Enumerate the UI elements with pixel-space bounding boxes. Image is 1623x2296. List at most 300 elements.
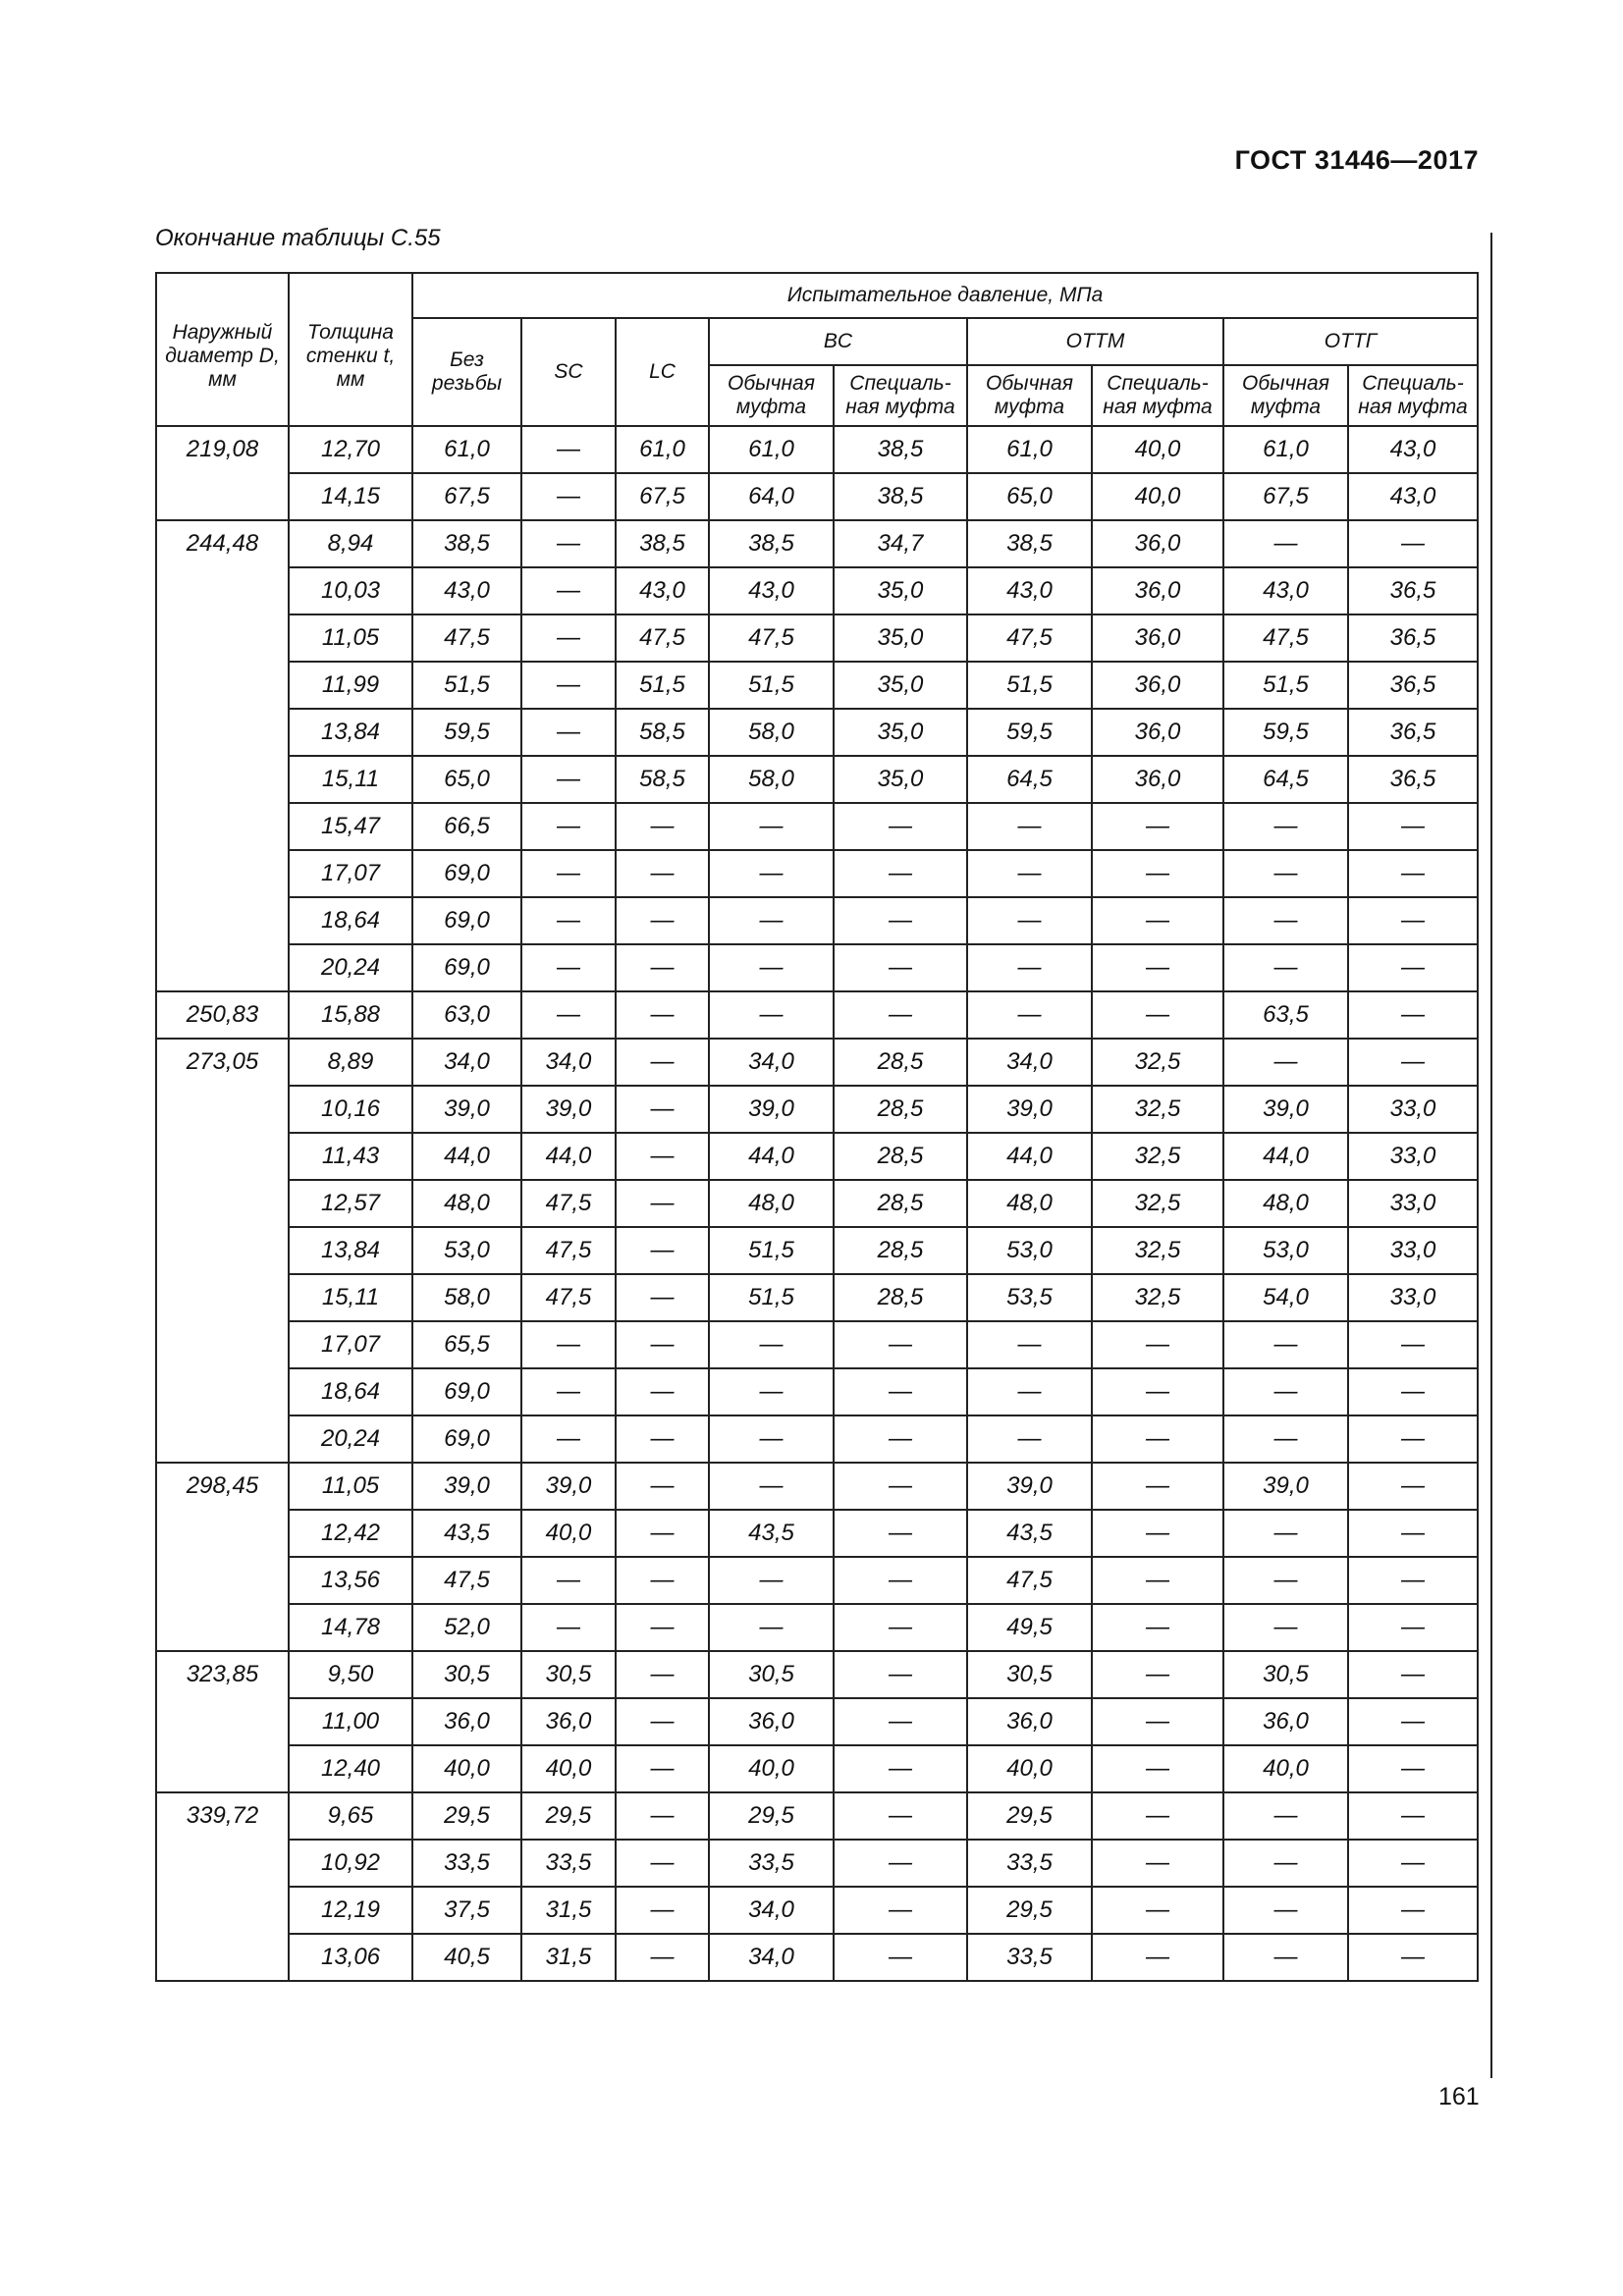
pressure-cell: —: [616, 1415, 709, 1463]
pressure-cell: —: [1348, 1840, 1478, 1887]
pressure-cell: —: [1348, 1039, 1478, 1086]
pressure-cell: —: [616, 1321, 709, 1368]
header-ottm: ОТТМ: [967, 318, 1223, 365]
pressure-cell: —: [834, 1651, 967, 1698]
pressure-cell: 58,0: [709, 756, 834, 803]
table-row: [156, 1321, 1478, 1368]
pressure-cell: 28,5: [834, 1039, 967, 1086]
pressure-cell: 33,0: [1348, 1180, 1478, 1227]
pressure-cell: —: [1092, 1463, 1223, 1510]
pressure-cell: 69,0: [412, 1368, 521, 1415]
pressure-cell: 67,5: [1223, 473, 1348, 520]
pressure-cell: 48,0: [709, 1180, 834, 1227]
wall-thickness-cell: 15,88: [289, 991, 412, 1039]
pressure-cell: 28,5: [834, 1086, 967, 1133]
pressure-cell: —: [967, 1368, 1092, 1415]
pressure-cell: 35,0: [834, 662, 967, 709]
pressure-cell: —: [1348, 1321, 1478, 1368]
pressure-cell: 34,0: [709, 1887, 834, 1934]
pressure-cell: 40,0: [1092, 473, 1223, 520]
pressure-cell: 36,0: [521, 1698, 616, 1745]
pressure-cell: —: [1092, 1604, 1223, 1651]
pressure-cell: —: [616, 897, 709, 944]
pressure-cell: 33,5: [521, 1840, 616, 1887]
header-test-pressure: Испытательное давление, МПа: [412, 273, 1478, 318]
table-row: [156, 756, 1478, 803]
pressure-cell: 36,5: [1348, 709, 1478, 756]
pressure-cell: 34,0: [521, 1039, 616, 1086]
pressure-cell: 39,0: [412, 1086, 521, 1133]
wall-thickness-cell: 12,42: [289, 1510, 412, 1557]
pressure-cell: —: [616, 1792, 709, 1840]
table-row: [156, 614, 1478, 662]
pressure-cell: 33,0: [1348, 1274, 1478, 1321]
outer-diameter-cell: 298,45: [156, 1463, 289, 1651]
pressure-cell: —: [709, 1321, 834, 1368]
pressure-cell: —: [616, 1604, 709, 1651]
pressure-cell: —: [616, 1745, 709, 1792]
wall-thickness-cell: 8,89: [289, 1039, 412, 1086]
pressure-cell: 38,5: [834, 473, 967, 520]
pressure-cell: —: [1092, 1415, 1223, 1463]
pressure-cell: 34,0: [967, 1039, 1092, 1086]
wall-thickness-cell: 12,19: [289, 1887, 412, 1934]
wall-thickness-cell: 14,15: [289, 473, 412, 520]
pressure-cell: 32,5: [1092, 1274, 1223, 1321]
pressure-cell: 28,5: [834, 1180, 967, 1227]
pressure-cell: —: [1092, 1321, 1223, 1368]
pressure-cell: —: [616, 803, 709, 850]
pressure-cell: —: [834, 1934, 967, 1981]
pressure-cell: —: [616, 1133, 709, 1180]
pressure-cell: 31,5: [521, 1887, 616, 1934]
pressure-cell: 43,5: [412, 1510, 521, 1557]
pressure-cell: —: [1092, 991, 1223, 1039]
pressure-cell: —: [616, 1887, 709, 1934]
pressure-cell: —: [1092, 803, 1223, 850]
pressure-cell: —: [1348, 1368, 1478, 1415]
pressure-cell: 69,0: [412, 1415, 521, 1463]
pressure-cell: 61,0: [412, 426, 521, 473]
pressure-cell: —: [709, 1557, 834, 1604]
pressure-cell: —: [967, 897, 1092, 944]
pressure-cell: 29,5: [967, 1887, 1092, 1934]
pressure-cell: 34,0: [709, 1039, 834, 1086]
page-margin-line: [1490, 233, 1492, 2078]
pressure-cell: 35,0: [834, 756, 967, 803]
pressure-cell: —: [834, 1604, 967, 1651]
pressure-cell: 48,0: [967, 1180, 1092, 1227]
pressure-cell: —: [1223, 1792, 1348, 1840]
pressure-cell: —: [834, 803, 967, 850]
header-lc: LC: [616, 318, 709, 426]
pressure-cell: 54,0: [1223, 1274, 1348, 1321]
pressure-cell: 53,0: [1223, 1227, 1348, 1274]
pressure-cell: 47,5: [521, 1274, 616, 1321]
pressure-cell: 40,0: [967, 1745, 1092, 1792]
pressure-cell: 59,5: [967, 709, 1092, 756]
pressure-cell: 34,0: [412, 1039, 521, 1086]
pressure-cell: 36,0: [1092, 709, 1223, 756]
wall-thickness-cell: 15,11: [289, 1274, 412, 1321]
pressure-cell: —: [834, 1321, 967, 1368]
pressure-cell: 44,0: [709, 1133, 834, 1180]
pressure-cell: 33,0: [1348, 1227, 1478, 1274]
table-row: [156, 1557, 1478, 1604]
pressure-cell: 35,0: [834, 567, 967, 614]
pressure-cell: —: [1092, 1698, 1223, 1745]
pressure-cell: —: [1223, 1934, 1348, 1981]
pressure-cell: 32,5: [1092, 1133, 1223, 1180]
table-row: [156, 1840, 1478, 1887]
pressure-cell: 44,0: [967, 1133, 1092, 1180]
wall-thickness-cell: 9,50: [289, 1651, 412, 1698]
wall-thickness-cell: 20,24: [289, 944, 412, 991]
pressure-cell: 43,0: [412, 567, 521, 614]
table-row: [156, 944, 1478, 991]
pressure-cell: 67,5: [412, 473, 521, 520]
pressure-cell: 52,0: [412, 1604, 521, 1651]
pressure-cell: —: [967, 803, 1092, 850]
pressure-cell: —: [1348, 991, 1478, 1039]
pressure-cell: 36,5: [1348, 567, 1478, 614]
pressure-cell: 29,5: [709, 1792, 834, 1840]
pressure-cell: 53,0: [412, 1227, 521, 1274]
wall-thickness-cell: 11,05: [289, 614, 412, 662]
pressure-cell: —: [1223, 1510, 1348, 1557]
pressure-cell: —: [709, 897, 834, 944]
wall-thickness-cell: 18,64: [289, 1368, 412, 1415]
pressure-cell: 47,5: [412, 1557, 521, 1604]
wall-thickness-cell: 11,00: [289, 1698, 412, 1745]
pressure-cell: 51,5: [1223, 662, 1348, 709]
pressure-cell: —: [521, 1321, 616, 1368]
pressure-cell: —: [1348, 803, 1478, 850]
table-row: [156, 567, 1478, 614]
table-caption: Окончание таблицы С.55: [155, 225, 441, 251]
pressure-cell: —: [1092, 897, 1223, 944]
pressure-cell: —: [834, 1698, 967, 1745]
pressure-cell: 47,5: [709, 614, 834, 662]
pressure-cell: 59,5: [1223, 709, 1348, 756]
table-row: [156, 520, 1478, 567]
wall-thickness-cell: 12,70: [289, 426, 412, 473]
pressure-cell: —: [521, 756, 616, 803]
pressure-cell: —: [834, 850, 967, 897]
pressure-cell: 39,0: [709, 1086, 834, 1133]
pressure-cell: 43,0: [616, 567, 709, 614]
header-outer-diameter: Наружный диаметр D, мм: [156, 273, 289, 426]
pressure-cell: 61,0: [709, 426, 834, 473]
table-row: [156, 1463, 1478, 1510]
table-row: [156, 1227, 1478, 1274]
pressure-cell: 39,0: [967, 1463, 1092, 1510]
pressure-cell: —: [1223, 1415, 1348, 1463]
table-row: [156, 1745, 1478, 1792]
pressure-cell: —: [616, 1039, 709, 1086]
wall-thickness-cell: 18,64: [289, 897, 412, 944]
pressure-cell: —: [1223, 1039, 1348, 1086]
pressure-cell: 39,0: [412, 1463, 521, 1510]
pressure-cell: 43,0: [1223, 567, 1348, 614]
pressure-cell: 51,5: [709, 1227, 834, 1274]
header-ottm-regular: Обычная муфта: [967, 365, 1092, 426]
pressure-cell: 28,5: [834, 1227, 967, 1274]
pressure-cell: —: [1092, 1745, 1223, 1792]
pressure-cell: 38,5: [616, 520, 709, 567]
header-bc-regular: Обычная муфта: [709, 365, 834, 426]
pressure-cell: 40,0: [1092, 426, 1223, 473]
pressure-cell: —: [967, 1321, 1092, 1368]
pressure-cell: —: [616, 991, 709, 1039]
pressure-cell: 61,0: [967, 426, 1092, 473]
pressure-cell: 43,0: [1348, 426, 1478, 473]
table-row: [156, 662, 1478, 709]
pressure-cell: 58,0: [412, 1274, 521, 1321]
header-ottm-special: Специаль-ная муфта: [1092, 365, 1223, 426]
pressure-cell: —: [834, 1840, 967, 1887]
table-row: [156, 1934, 1478, 1981]
pressure-cell: 43,0: [709, 567, 834, 614]
pressure-cell: 34,7: [834, 520, 967, 567]
pressure-cell: —: [1348, 1745, 1478, 1792]
pressure-cell: —: [616, 1086, 709, 1133]
pressure-cell: —: [834, 897, 967, 944]
table-row: [156, 709, 1478, 756]
pressure-cell: —: [1348, 1698, 1478, 1745]
pressure-cell: —: [967, 1415, 1092, 1463]
pressure-cell: 47,5: [967, 1557, 1092, 1604]
pressure-cell: —: [1092, 1510, 1223, 1557]
header-ottg-special: Специаль-ная муфта: [1348, 365, 1478, 426]
pressure-cell: —: [521, 520, 616, 567]
pressure-cell: —: [1348, 1415, 1478, 1463]
pressure-cell: —: [1223, 1321, 1348, 1368]
pressure-cell: —: [1223, 1887, 1348, 1934]
table-row: [156, 473, 1478, 520]
pressure-cell: —: [1092, 1651, 1223, 1698]
table-row: [156, 1274, 1478, 1321]
pressure-cell: 36,0: [1092, 567, 1223, 614]
wall-thickness-cell: 11,99: [289, 662, 412, 709]
pressure-cell: —: [834, 1792, 967, 1840]
pressure-cell: 58,0: [709, 709, 834, 756]
pressure-cell: 30,5: [412, 1651, 521, 1698]
pressure-cell: 44,0: [521, 1133, 616, 1180]
pressure-cell: —: [709, 1368, 834, 1415]
pressure-cell: 64,5: [967, 756, 1092, 803]
pressure-cell: —: [834, 1463, 967, 1510]
table-row: [156, 1698, 1478, 1745]
pressure-cell: 49,5: [967, 1604, 1092, 1651]
pressure-cell: —: [834, 1745, 967, 1792]
pressure-cell: 39,0: [967, 1086, 1092, 1133]
pressure-cell: —: [1348, 1604, 1478, 1651]
wall-thickness-cell: 13,56: [289, 1557, 412, 1604]
header-bc-special: Специаль-ная муфта: [834, 365, 967, 426]
pressure-cell: 38,5: [412, 520, 521, 567]
header-ottg: ОТТГ: [1223, 318, 1478, 365]
pressure-cell: 40,0: [521, 1510, 616, 1557]
pressure-cell: 39,0: [1223, 1463, 1348, 1510]
pressure-cell: —: [1092, 1840, 1223, 1887]
pressure-cell: 30,5: [521, 1651, 616, 1698]
pressure-cell: —: [709, 1604, 834, 1651]
pressure-cell: 39,0: [521, 1463, 616, 1510]
pressure-cell: 38,5: [834, 426, 967, 473]
pressure-cell: —: [521, 897, 616, 944]
pressure-cell: —: [521, 709, 616, 756]
pressure-cell: —: [1348, 1651, 1478, 1698]
pressure-cell: 51,5: [709, 662, 834, 709]
pressure-cell: 39,0: [1223, 1086, 1348, 1133]
pressure-cell: 36,0: [1092, 662, 1223, 709]
wall-thickness-cell: 14,78: [289, 1604, 412, 1651]
pressure-cell: —: [1348, 850, 1478, 897]
pressure-cell: —: [834, 1887, 967, 1934]
table-row: [156, 1415, 1478, 1463]
pressure-cell: 30,5: [709, 1651, 834, 1698]
pressure-cell: —: [616, 944, 709, 991]
pressure-cell: —: [1092, 850, 1223, 897]
pressure-cell: 47,5: [967, 614, 1092, 662]
table-row: [156, 1133, 1478, 1180]
pressure-cell: —: [521, 1415, 616, 1463]
pressure-cell: —: [1092, 944, 1223, 991]
pressure-cell: 33,0: [1348, 1086, 1478, 1133]
pressure-cell: 51,5: [412, 662, 521, 709]
pressure-cell: —: [967, 850, 1092, 897]
pressure-cell: —: [1223, 1604, 1348, 1651]
wall-thickness-cell: 8,94: [289, 520, 412, 567]
table-row: [156, 1792, 1478, 1840]
pressure-cell: —: [1348, 897, 1478, 944]
pressure-cell: —: [834, 991, 967, 1039]
header-ottg-regular: Обычная муфта: [1223, 365, 1348, 426]
pressure-cell: —: [1223, 803, 1348, 850]
outer-diameter-cell: 219,08: [156, 426, 289, 520]
pressure-cell: 40,0: [709, 1745, 834, 1792]
wall-thickness-cell: 12,40: [289, 1745, 412, 1792]
pressure-cell: —: [521, 614, 616, 662]
pressure-cell: —: [616, 850, 709, 897]
pressure-cell: 51,5: [967, 662, 1092, 709]
pressure-cell: 51,5: [616, 662, 709, 709]
table-row: [156, 1651, 1478, 1698]
pressure-cell: 66,5: [412, 803, 521, 850]
pressure-cell: 47,5: [521, 1180, 616, 1227]
document-code: ГОСТ 31446—2017: [1234, 145, 1479, 175]
pressure-cell: 36,0: [709, 1698, 834, 1745]
pressure-cell: 33,5: [412, 1840, 521, 1887]
pressure-cell: 33,0: [1348, 1133, 1478, 1180]
pressure-cell: 38,5: [709, 520, 834, 567]
pressure-cell: —: [521, 991, 616, 1039]
wall-thickness-cell: 17,07: [289, 1321, 412, 1368]
outer-diameter-cell: 244,48: [156, 520, 289, 991]
pressure-cell: —: [521, 944, 616, 991]
pressure-cell: 40,0: [521, 1745, 616, 1792]
pressure-cell: 36,0: [412, 1698, 521, 1745]
pressure-cell: —: [1348, 1934, 1478, 1981]
pressure-cell: —: [1348, 944, 1478, 991]
header-no-thread: Без резьбы: [412, 318, 521, 426]
pressure-cell: —: [1092, 1887, 1223, 1934]
pressure-cell: 37,5: [412, 1887, 521, 1934]
pressure-cell: 31,5: [521, 1934, 616, 1981]
pressure-cell: —: [616, 1510, 709, 1557]
pressure-cell: 69,0: [412, 897, 521, 944]
pressure-cell: 61,0: [616, 426, 709, 473]
pressure-cell: —: [521, 567, 616, 614]
header-sc: SC: [521, 318, 616, 426]
pressure-cell: —: [1092, 1557, 1223, 1604]
pressure-cell: 43,5: [967, 1510, 1092, 1557]
pressure-cell: —: [521, 1368, 616, 1415]
pressure-cell: 32,5: [1092, 1086, 1223, 1133]
pressure-cell: 63,5: [1223, 991, 1348, 1039]
pressure-cell: 44,0: [1223, 1133, 1348, 1180]
pressure-cell: —: [616, 1840, 709, 1887]
pressure-cell: 47,5: [412, 614, 521, 662]
pressure-cell: —: [1223, 520, 1348, 567]
pressure-cell: 48,0: [412, 1180, 521, 1227]
wall-thickness-cell: 13,84: [289, 709, 412, 756]
pressure-cell: 33,5: [967, 1840, 1092, 1887]
pressure-cell: —: [1223, 944, 1348, 991]
pressure-cell: —: [616, 1463, 709, 1510]
outer-diameter-cell: 323,85: [156, 1651, 289, 1792]
pressure-cell: 32,5: [1092, 1039, 1223, 1086]
pressure-cell: —: [1223, 897, 1348, 944]
pressure-cell: 58,5: [616, 756, 709, 803]
pressure-cell: —: [616, 1368, 709, 1415]
pressure-cell: 40,0: [1223, 1745, 1348, 1792]
pressure-cell: 36,0: [1092, 520, 1223, 567]
pressure-cell: —: [1223, 1368, 1348, 1415]
pressure-cell: 39,0: [521, 1086, 616, 1133]
pressure-cell: 28,5: [834, 1133, 967, 1180]
pressure-cell: 65,5: [412, 1321, 521, 1368]
pressure-cell: 47,5: [521, 1227, 616, 1274]
table-row: [156, 1887, 1478, 1934]
table-row: [156, 1510, 1478, 1557]
table-row: [156, 897, 1478, 944]
pressure-cell: 33,5: [709, 1840, 834, 1887]
pressure-cell: —: [834, 944, 967, 991]
pressure-cell: 63,0: [412, 991, 521, 1039]
pressure-cell: 43,0: [1348, 473, 1478, 520]
pressure-cell: 48,0: [1223, 1180, 1348, 1227]
pressure-cell: 33,5: [967, 1934, 1092, 1981]
wall-thickness-cell: 9,65: [289, 1792, 412, 1840]
pressure-cell: 36,0: [1092, 756, 1223, 803]
pressure-cell: 59,5: [412, 709, 521, 756]
pressure-cell: 40,5: [412, 1934, 521, 1981]
outer-diameter-cell: 250,83: [156, 991, 289, 1039]
pressure-cell: 29,5: [412, 1792, 521, 1840]
pressure-cell: —: [616, 1227, 709, 1274]
pressure-cell: —: [1092, 1934, 1223, 1981]
table-row: [156, 850, 1478, 897]
pressure-cell: —: [1223, 1840, 1348, 1887]
pressure-cell: 53,0: [967, 1227, 1092, 1274]
pressure-cell: —: [709, 803, 834, 850]
pressure-cell: —: [709, 991, 834, 1039]
pressure-cell: —: [709, 944, 834, 991]
wall-thickness-cell: 10,03: [289, 567, 412, 614]
pressure-cell: 65,0: [412, 756, 521, 803]
